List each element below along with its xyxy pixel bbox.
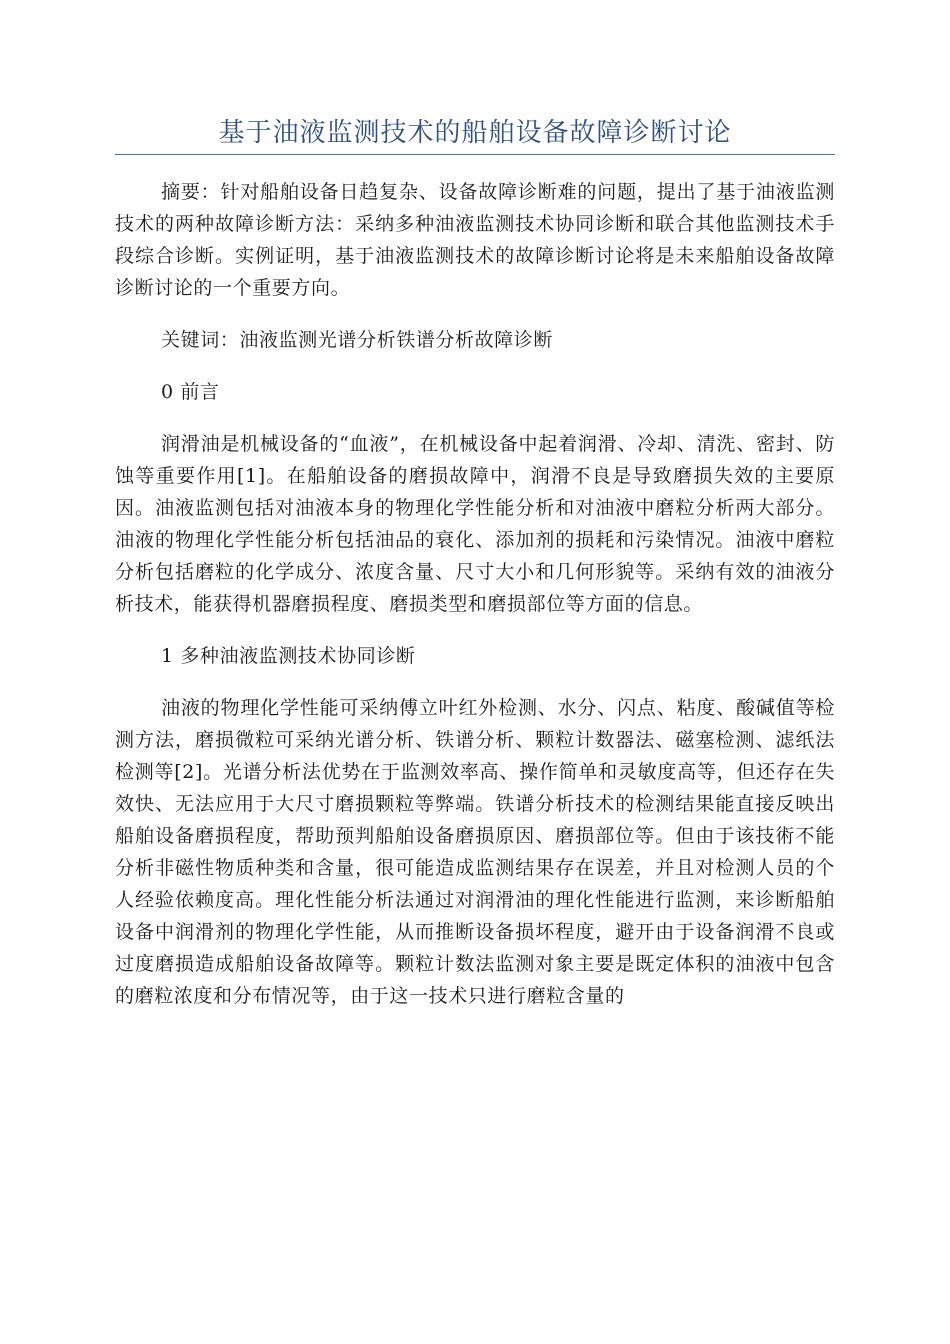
abstract-paragraph: 摘要：针对船舶设备日趋复杂、设备故障诊断难的问题，提出了基于油液监测技术的两种故障诊断方法：采纳多种油液监测技术协同诊断和联合其他监测技术手段综合诊断。实例证明，基于油液监测技术的故障诊断讨论将是未来船舶设备故障诊断讨论的一个重要方向。 bbox=[115, 181, 835, 299]
keywords-paragraph: 关键词：油液监测光谱分析铁谱分析故障诊断 bbox=[161, 329, 554, 351]
section-heading-1: 1 多种油液监测技术协同诊断 bbox=[161, 645, 416, 667]
document-body bbox=[115, 176, 835, 1012]
title-underline bbox=[115, 154, 835, 155]
section-1-paragraph: 油液的物理化学性能可采纳傅立叶红外检测、水分、闪点、粘度、酸碱值等检测方法，磨损微粒可采纳光谱分析、铁谱分析、颗粒计数器法、磁塞检测、滤纸法检测等[2]。光谱分析法优势在于监测效率高、操作简单和灵敏度高等，但还存在失效快、无法应用于大尺寸磨损颗粒等弊端。铁谱分析技术的检测结果能直接反映出船舶设备磨损程度，帮助预判船舶设备磨损原因、磨损部位等。但由于该技術不能分析非磁性物质种类和含量，很可能造成监测结果存在误差，并且对检测人员的个人经验依赖度高。理化性能分析法通过对润滑油的理化性能进行监测，来诊断船舶设备中润滑剂的物理化学性能，从而推断设备损坏程度，避开由于设备润滑不良或过度磨损造成船舶设备故障等。颗粒计数法监测对象主要是既定体积的油液中包含的磨粒浓度和分布情况等，由于这一技术只进行磨粒含量的 bbox=[115, 697, 835, 1007]
preface-paragraph: 润滑油是机械设备的“血液”，在机械设备中起着润滑、冷却、清洗、密封、防蚀等重要作用[1]。在船舶设备的磨损故障中，润滑不良是导致磨损失效的主要原因。油液监测包括对油液本身的物理化学性能分析和对油液中磨粒分析两大部分。油液的物理化学性能分析包括油品的衰化、添加剂的损耗和污染情况。油液中磨粒分析包括磨粒的化学成分、浓度含量、尺寸大小和几何形貌等。采纳有效的油液分析技术，能获得机器磨损程度、磨损类型和磨损部位等方面的信息。 bbox=[115, 433, 835, 615]
section-heading-preface: 0 前言 bbox=[161, 381, 220, 403]
document-title: 基于油液监测技术的船舶设备故障诊断讨论 bbox=[218, 118, 732, 148]
